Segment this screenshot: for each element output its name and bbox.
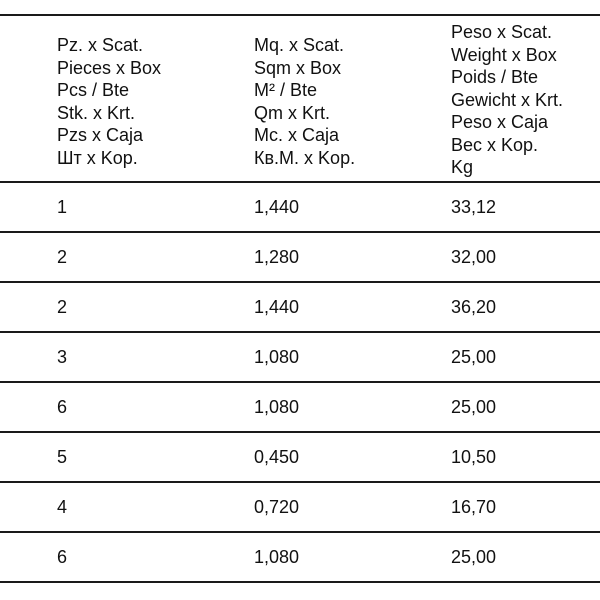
- pieces-cell: 6: [57, 547, 68, 567]
- sqm-cell: 1,440: [254, 297, 300, 317]
- weight-cell: 25,00: [451, 397, 497, 417]
- header-label: M² / Bte: [254, 80, 318, 100]
- table-row: [0, 433, 600, 483]
- pieces-cell: 2: [57, 297, 68, 317]
- weight-cell: 16,70: [451, 497, 497, 517]
- header-label: Pcs / Bte: [57, 80, 130, 100]
- table-row: [0, 483, 600, 533]
- pieces-cell: 4: [57, 497, 68, 517]
- pieces-cell: 1: [57, 197, 68, 217]
- header-label: Mc. x Caja: [254, 125, 340, 145]
- packing-table: [0, 14, 600, 583]
- sqm-cell: 0,720: [254, 497, 300, 517]
- table-header: [0, 16, 600, 183]
- weight-cell: 25,00: [451, 347, 497, 367]
- header-label: Mq. x Scat.: [254, 35, 345, 55]
- header-sqm-per-box: [254, 34, 355, 169]
- header-label: Шт x Kop.: [57, 147, 138, 168]
- header-label: Qm x Krt.: [254, 102, 330, 123]
- table-row: [0, 333, 600, 383]
- header-weight-per-box: [451, 21, 563, 179]
- header-label: Kg: [451, 157, 474, 177]
- header-label: Sqm x Box: [254, 57, 342, 78]
- table-row: [0, 233, 600, 283]
- sqm-cell: 1,280: [254, 247, 300, 267]
- table-row: [0, 283, 600, 333]
- sqm-cell: 1,080: [254, 547, 300, 567]
- header-label: Gewicht x Krt.: [451, 89, 564, 110]
- weight-cell: 25,00: [451, 547, 497, 567]
- weight-cell: 32,00: [451, 247, 497, 267]
- table-row: [0, 383, 600, 433]
- sqm-cell: 1,080: [254, 397, 300, 417]
- header-label: Pz. x Scat.: [57, 35, 144, 55]
- header-label: Poids / Bte: [451, 67, 539, 87]
- weight-cell: 36,20: [451, 297, 497, 317]
- pieces-cell: 5: [57, 447, 68, 467]
- header-label: Peso x Caja: [451, 112, 549, 132]
- header-label: Weight x Box: [451, 44, 557, 65]
- header-label: Кв.М. x Kop.: [254, 147, 356, 168]
- header-label: Вес x Kop.: [451, 134, 539, 155]
- sqm-cell: 0,450: [254, 447, 300, 467]
- pieces-cell: 2: [57, 247, 68, 267]
- table-row: [0, 183, 600, 233]
- weight-cell: 10,50: [451, 447, 497, 467]
- header-label: Stk. x Krt.: [57, 102, 136, 123]
- sqm-cell: 1,080: [254, 347, 300, 367]
- sqm-cell: 1,440: [254, 197, 300, 217]
- header-pieces-per-box: [57, 34, 161, 169]
- pieces-cell: 6: [57, 397, 68, 417]
- table-row: [0, 533, 600, 583]
- header-label: Pieces x Box: [57, 57, 162, 78]
- weight-cell: 33,12: [451, 197, 497, 217]
- header-label: Peso x Scat.: [451, 22, 553, 42]
- header-label: Pzs x Caja: [57, 125, 144, 145]
- pieces-cell: 3: [57, 347, 68, 367]
